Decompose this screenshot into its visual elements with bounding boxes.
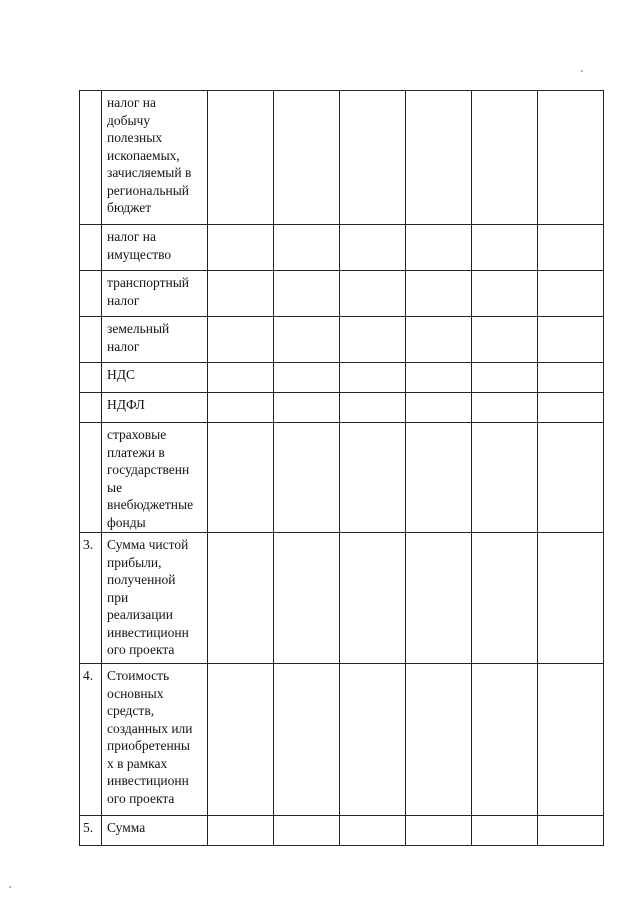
value-cell [274, 664, 340, 816]
scan-speck [581, 70, 583, 72]
value-cell [472, 816, 538, 846]
value-cell [274, 533, 340, 664]
table-row [80, 271, 604, 317]
value-cell [538, 225, 604, 271]
value-cell [538, 363, 604, 393]
value-cell [274, 91, 340, 225]
value-cell [340, 271, 406, 317]
value-cell [406, 271, 472, 317]
table-row [80, 225, 604, 271]
value-cell [208, 225, 274, 271]
value-cell [208, 91, 274, 225]
value-cell [538, 816, 604, 846]
value-cell [406, 317, 472, 363]
value-cell [538, 423, 604, 533]
value-cell [406, 664, 472, 816]
value-cell [208, 393, 274, 423]
tax-table [79, 90, 604, 846]
value-cell [538, 664, 604, 816]
value-cell [208, 317, 274, 363]
row-label-cell: транспортный налог [102, 271, 208, 317]
value-cell [274, 225, 340, 271]
value-cell [406, 533, 472, 664]
row-label-cell: Сумма чистой прибыли, полученной при реализации инвестиционн ого проекта [102, 533, 208, 664]
value-cell [340, 393, 406, 423]
value-cell [340, 664, 406, 816]
value-cell [406, 393, 472, 423]
row-number-cell [80, 225, 102, 271]
value-cell [208, 664, 274, 816]
table-row [80, 317, 604, 363]
value-cell [472, 664, 538, 816]
value-cell [208, 271, 274, 317]
table-row [80, 664, 604, 816]
value-cell [274, 393, 340, 423]
value-cell [472, 317, 538, 363]
value-cell [406, 816, 472, 846]
value-cell [538, 317, 604, 363]
table-row [80, 363, 604, 393]
value-cell [340, 816, 406, 846]
value-cell [208, 423, 274, 533]
row-number-cell: 3. [80, 533, 102, 664]
row-label-cell: Стоимость основных средств, созданных или приобретенны х в рамках инвестиционн ого проекта [102, 664, 208, 816]
row-number-cell [80, 423, 102, 533]
value-cell [274, 317, 340, 363]
value-cell [340, 363, 406, 393]
value-cell [274, 271, 340, 317]
value-cell [208, 533, 274, 664]
value-cell [340, 317, 406, 363]
row-number-cell [80, 317, 102, 363]
row-label-cell: НДФЛ [102, 393, 208, 423]
value-cell [274, 423, 340, 533]
row-label-cell: страховые платежи в государственн ые внебюджетные фонды [102, 423, 208, 533]
value-cell [208, 816, 274, 846]
value-cell [340, 225, 406, 271]
value-cell [340, 91, 406, 225]
row-number-cell [80, 363, 102, 393]
row-label-cell: налог на добычу полезных ископаемых, зачисляемый в региональный бюджет [102, 91, 208, 225]
table-row [80, 816, 604, 846]
value-cell [472, 423, 538, 533]
value-cell [538, 91, 604, 225]
row-label-cell: Сумма [102, 816, 208, 846]
value-cell [538, 533, 604, 664]
scan-speck [9, 886, 11, 888]
value-cell [406, 423, 472, 533]
value-cell [340, 533, 406, 664]
row-label-cell: налог на имущество [102, 225, 208, 271]
row-number-cell [80, 91, 102, 225]
value-cell [538, 271, 604, 317]
value-cell [274, 816, 340, 846]
value-cell [208, 363, 274, 393]
value-cell [406, 363, 472, 393]
table-row [80, 393, 604, 423]
table-row [80, 533, 604, 664]
value-cell [274, 363, 340, 393]
row-label-cell: земельный налог [102, 317, 208, 363]
row-number-cell [80, 271, 102, 317]
row-number-cell [80, 393, 102, 423]
value-cell [472, 533, 538, 664]
value-cell [472, 271, 538, 317]
value-cell [472, 91, 538, 225]
value-cell [406, 91, 472, 225]
row-number-cell: 5. [80, 816, 102, 846]
table-row [80, 423, 604, 533]
value-cell [406, 225, 472, 271]
value-cell [538, 393, 604, 423]
row-number-cell: 4. [80, 664, 102, 816]
value-cell [340, 423, 406, 533]
table-row [80, 91, 604, 225]
row-label-cell: НДС [102, 363, 208, 393]
value-cell [472, 363, 538, 393]
value-cell [472, 225, 538, 271]
value-cell [472, 393, 538, 423]
